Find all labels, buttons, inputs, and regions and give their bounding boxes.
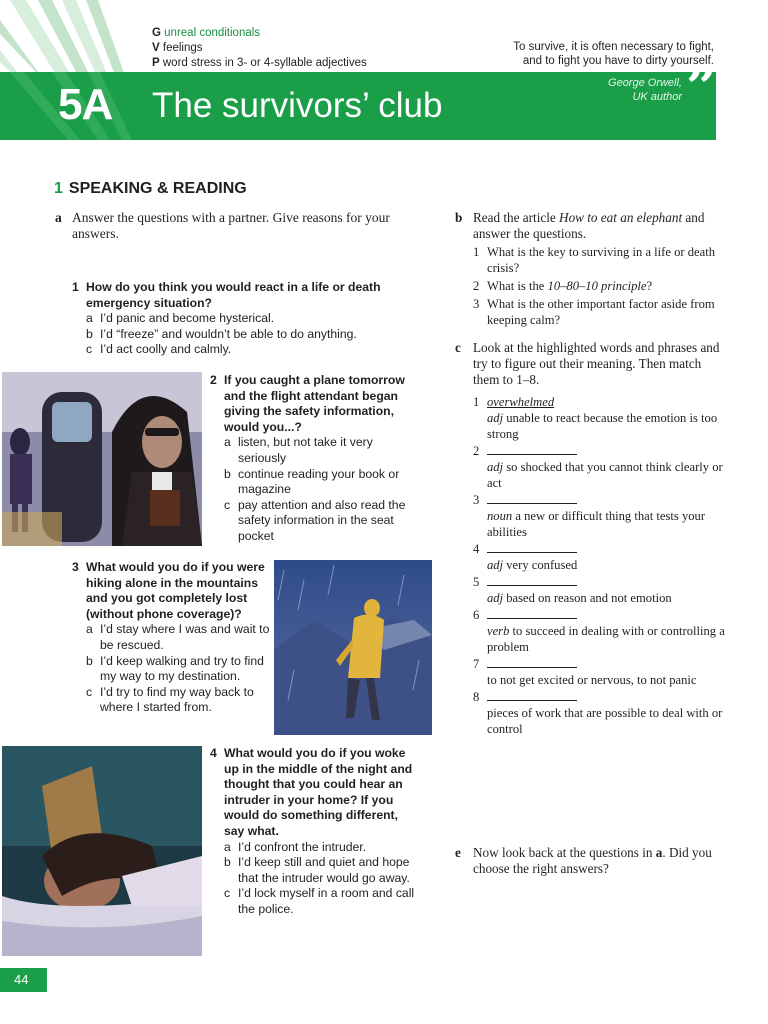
airplane-cabin-photo	[2, 372, 202, 546]
task-c	[455, 340, 725, 738]
woman-in-bed-photo	[2, 746, 202, 956]
answer-blank[interactable]	[487, 607, 577, 619]
task-b	[455, 210, 725, 328]
task-b-question-2: 2 What is the 10–80–10 principle?	[473, 279, 653, 293]
quote-mark-icon: ”	[686, 55, 718, 119]
grammar-line: G unreal conditionals	[152, 27, 261, 39]
vocab-item-3: 3 noun a new or difficult thing that tests your abilities	[473, 493, 706, 539]
task-c-instruction: c Look at the highlighted words and phrases and try to figure out their meaning. Then match them to 1–8.	[455, 340, 720, 387]
question-3-option-c[interactable]: c I’d try to find my way back to where I started from.	[86, 684, 254, 715]
grammar-vocab-pron-summary	[152, 26, 367, 71]
article-title: How to eat an elephant	[559, 210, 683, 225]
question-3-option-a[interactable]: a I’d stay where I was and wait to be rescued.	[86, 622, 270, 652]
task-a-instruction: a Answer the questions with a partner. Give reasons for your answers.	[55, 210, 390, 241]
task-b-instruction: b Read the article How to eat an elephant and answer the questions.	[455, 210, 705, 241]
vocab-item-1: 1 overwhelmed adj unable to react because the emotion is too strong	[473, 395, 718, 441]
vocabulary-line: V feelings	[152, 42, 203, 54]
vocab-item-6: 6 verb to succeed in dealing with or controlling a problem	[473, 608, 725, 654]
task-e	[455, 845, 725, 877]
question-1-option-c[interactable]: c I’d act coolly and calmly.	[86, 342, 232, 357]
vocab-item-7: 7 to not get excited or nervous, to not panic	[473, 657, 697, 687]
question-2-option-c[interactable]: c pay attention and also read the safety information in the seat pocket	[224, 497, 406, 543]
answer-blank[interactable]	[487, 492, 577, 504]
unit-title: The survivors’ club	[152, 86, 443, 125]
answer-blank[interactable]	[487, 443, 577, 455]
question-3-option-b[interactable]: b I’d keep walking and try to find my way to my destination.	[86, 653, 264, 684]
question-2-option-a[interactable]: a listen, but not take it very seriously	[224, 435, 373, 465]
answer-blank[interactable]	[487, 656, 577, 668]
question-4-option-a[interactable]: a I’d confront the intruder.	[224, 839, 367, 854]
question-3: 3 What would you do if you were hiking alone in the mountains and you got completely lost (without phone coverage)? a I’d stay where I was and wait to be rescued. b I’d keep walking and try to find my way to my destination. c I’d try to find my way back to where I started from.	[72, 560, 270, 715]
question-2: 2 If you caught a plane tomorrow and the flight attendant began giving the safety information, would you...? a listen, but not take it very seriously b continue reading your book or magazine c pay attention and also read the safety information in the seat pocket	[210, 373, 410, 545]
question-1: 1 How do you think you would react in a life or death emergency situation? a I’d panic and become hysterical. b I’d “freeze” and wouldn’t be able to do anything. c I’d act coolly and calmly.	[72, 280, 402, 358]
question-4: 4 What would you do if you woke up in the middle of the night and thought that you could hear an intruder in your home? If you would do something different, say what. a I’d confront the intruder. b I’d keep still and quiet and hope that the intruder would go away. c I’d lock myself in a room and call the police.	[210, 746, 415, 916]
task-b-question-1: 1 What is the key to surviving in a life or death crisis?	[473, 245, 716, 275]
question-4-option-b[interactable]: b I’d keep still and quiet and hope that the intruder would go away.	[224, 855, 410, 885]
section-heading: 1 SPEAKING & READING	[54, 180, 247, 197]
task-b-question-3: 3 What is the other important factor aside from keeping calm?	[473, 297, 715, 327]
vocab-item-2: 2 adj so shocked that you cannot think clearly or act	[473, 444, 723, 490]
pronunciation-line: P word stress in 3- or 4-syllable adjectives	[152, 57, 367, 69]
vocab-item-5: 5 adj based on reason and not emotion	[473, 575, 672, 605]
answer-blank[interactable]	[487, 574, 577, 586]
epigraph-quote: To survive, it is often necessary to fight, and to fight you have to dirty yourself.	[513, 41, 714, 67]
question-4-option-c[interactable]: c I’d lock myself in a room and call the police.	[224, 886, 415, 916]
quote-author: George Orwell, UK author	[608, 77, 682, 103]
vocab-item-4: 4 adj very confused	[473, 542, 578, 572]
task-e-instruction: e Now look back at the questions in a. Did you choose the right answers?	[455, 845, 712, 876]
answer-blank[interactable]	[487, 689, 577, 701]
page-number: 44	[0, 968, 47, 992]
answer-blank[interactable]	[487, 541, 577, 553]
unit-number: 5A	[58, 80, 113, 129]
question-1-option-b[interactable]: b I’d “freeze” and wouldn’t be able to do anything.	[86, 326, 357, 341]
lost-hiker-photo	[274, 560, 432, 735]
vocab-item-8: 8 pieces of work that are possible to deal with or control	[473, 690, 723, 736]
question-2-option-b[interactable]: b continue reading your book or magazine	[224, 466, 400, 497]
question-1-option-a[interactable]: a I’d panic and become hysterical.	[86, 311, 275, 326]
